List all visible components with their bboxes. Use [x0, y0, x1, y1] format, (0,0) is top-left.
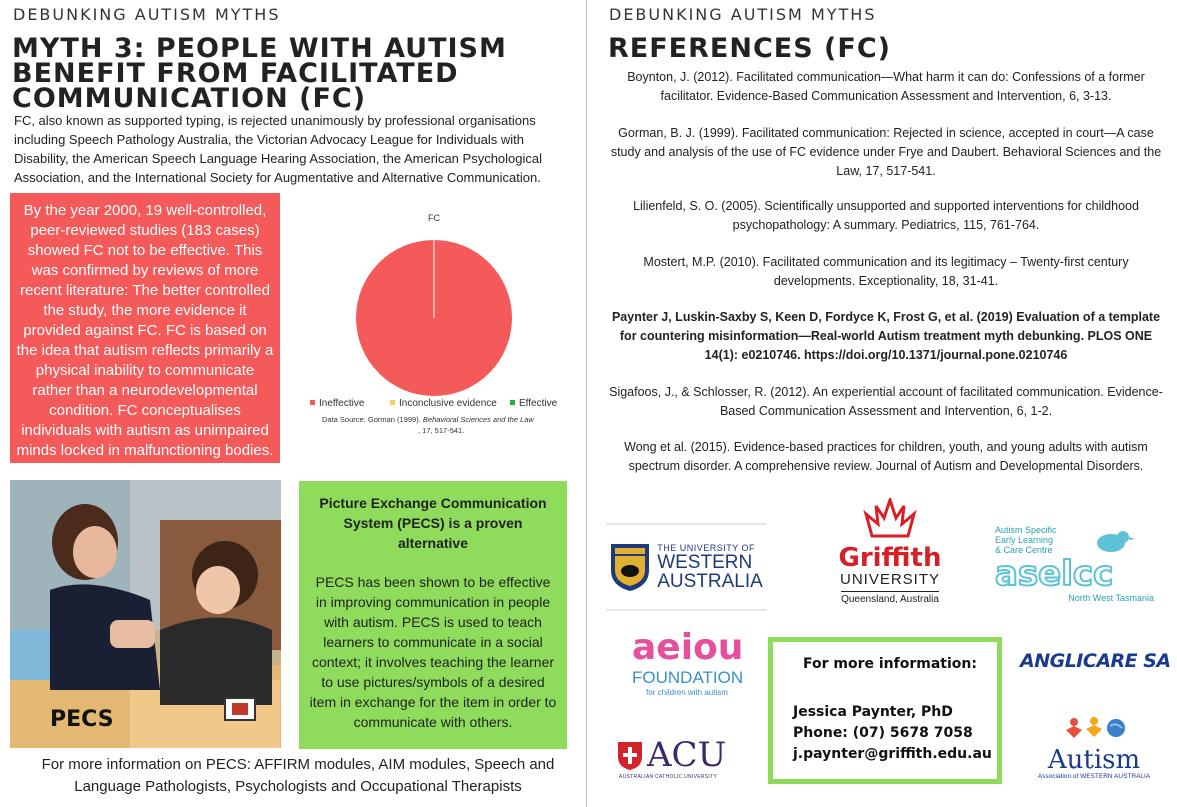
left-kicker: DEBUNKING AUTISM MYTHS	[13, 5, 281, 24]
aselcc-place: North West Tasmania	[1068, 593, 1154, 603]
myth-title-line-3: COMMUNICATION (FC)	[12, 83, 367, 114]
griffith-flame-icon	[860, 498, 920, 540]
myth-title-line-2: BENEFIT FROM FACILITATED	[12, 58, 459, 89]
acu-name: ACU	[647, 735, 727, 775]
fc-evidence-text: By the year 2000, 19 well-controlled, peer-reviewed studies (183 cases) showed FC not to be effective. This was confirmed by reviews of more recent literature: The better controlled the study, the more evidence it provided against FC. FC is based on the idea that autism reflects primarily a physical inability to communicate rather than a neurodevelopmental condition. FC conceptualises individuals with autism as unimpaired minds locked in malfunctioning bodies.	[16, 202, 274, 459]
contact-name: Jessica Paynter, PhD	[793, 704, 953, 720]
legend-swatch-effective	[510, 400, 515, 405]
aeiou-foundation: FOUNDATION	[632, 668, 744, 687]
page-divider	[586, 0, 587, 807]
contact-heading: For more information:	[803, 656, 977, 672]
contact-box	[768, 637, 1002, 784]
acu-logo	[617, 737, 752, 782]
pecs-photo	[10, 480, 281, 748]
contact-phone: Phone: (07) 5678 7058	[793, 725, 973, 741]
uwa-line-3: AUSTRALIA	[657, 570, 763, 592]
legend-label-ineffective: Ineffective	[319, 398, 365, 409]
acu-shield-icon	[617, 741, 643, 771]
pie-svg	[300, 200, 570, 465]
pecs-box-heading: Picture Exchange Communication System (PECS) is a proven alternative	[319, 495, 547, 551]
autism-wa-logo	[1020, 716, 1168, 782]
aeiou-foundation-logo	[632, 628, 742, 708]
reference-3: Lilienfeld, S. O. (2005). Scientifically unsupported and supported interventions for childhood psychopathology: A summary. Pediatrics, 115, 761-764.	[633, 199, 1139, 232]
aeiou-tagline: for children with autism	[646, 688, 728, 697]
uwa-line-1: THE UNIVERSITY OF	[657, 542, 756, 553]
contact-email[interactable]: j.paynter@griffith.edu.au	[793, 746, 992, 762]
reference-1: Boynton, J. (2012). Facilitated communication—What harm it can do: Confessions of a former facilitator. Evidence-Based Communication Assessment and Intervention, 6, 3-13.	[627, 70, 1145, 103]
pecs-more-info: For more information on PECS: AFFIRM modules, AIM modules, Speech and Language Pathologists, Psychologists and Occupational Therapists	[41, 756, 555, 795]
aselcc-name: aselcc	[995, 554, 1114, 594]
aselcc-tag-3: & Care Centre	[995, 545, 1053, 555]
legend-label-inconclusive-evidence: Inconclusive evidence	[399, 398, 497, 409]
aselcc-tag-1: Autism Specific	[995, 525, 1057, 535]
aeiou-name: aeiou	[632, 627, 744, 668]
references-title: REFERENCES (FC)	[608, 33, 891, 64]
chart-legend	[310, 398, 558, 409]
fc-evidence-box	[10, 193, 280, 463]
anglicare-logo: ANGLICARE SA	[1020, 650, 1171, 672]
reference-6: Sigafoos, J., & Schlosser, R. (2012). An experiential account of facilitated communication. Evidence-Based Communication Assessment and Intervention, 6, 1-2.	[609, 385, 1163, 418]
autism-wa-name: Autism	[1047, 745, 1141, 775]
reference-7: Wong et al. (2015). Evidence-based practices for children, youth, and young adults with autism spectrum disorder. A comprehensive review. Journal of Autism and Developmental Disorders.	[624, 440, 1148, 473]
uwa-logo	[606, 523, 766, 611]
chart-source-line-1: Data Source: Gorman (1999). Behavioral Sciences and the Law	[322, 415, 534, 424]
myth-title-line-1: MYTH 3: PEOPLE WITH AUTISM	[12, 33, 507, 64]
autism-wa-figures-icon	[1054, 716, 1134, 742]
pecs-alternative-box	[299, 481, 567, 749]
aselcc-logo	[995, 525, 1160, 610]
acu-full-name: AUSTRALIAN CATHOLIC UNIVERSITY	[619, 774, 718, 780]
legend-label-effective: Effective	[519, 398, 558, 409]
griffith-name: Griffith	[838, 543, 942, 573]
pecs-photo-caption: PECS	[50, 707, 114, 732]
chart-source-line-2: , 17, 517-541.	[418, 426, 465, 435]
griffith-place: Queensland, Australia	[841, 591, 939, 605]
uwa-line-2: WESTERN	[657, 551, 753, 573]
fc-pie-chart	[300, 200, 570, 465]
griffith-logo	[830, 498, 950, 608]
chart-title: FC	[428, 213, 440, 223]
reference-2: Gorman, B. J. (1999). Facilitated communication: Rejected in science, accepted in court—A case study and analysis of the use of FC evidence under Frye and Daubert. Behavioral Sciences and the Law, 17, 517-541.	[610, 126, 1162, 178]
myth-title	[12, 33, 507, 114]
pie-slices	[356, 240, 512, 396]
intro-paragraph: FC, also known as supported typing, is rejected unanimously by professional organisations including Speech Pathology Australia, the Victorian Advocacy League for Individuals with Disability, the American Speech Language Hearing Association, the American Psychological Association, and the International Society for Augmentative and Alternative Communication.	[14, 113, 543, 185]
right-kicker: DEBUNKING AUTISM MYTHS	[609, 5, 877, 24]
aselcc-bird-icon	[1085, 527, 1135, 557]
uwa-crest-icon	[609, 542, 651, 592]
reference-5: Paynter J, Luskin-Saxby S, Keen D, Fordyce K, Frost G, et al. (2019) Evaluation of a template for countering misinformation—Real-world Autism treatment myth debunking. PLOS ONE 14(1): e0210746. https://doi.org/10.1371/journal.pone.0210746	[611, 310, 1161, 362]
griffith-university: UNIVERSITY	[839, 571, 940, 588]
reference-4: Mostert, M.P. (2010). Facilitated communication and its legitimacy – Twenty-first century developments. Exceptionality, 18, 31-41.	[643, 255, 1129, 288]
aselcc-tag-2: Early Learning	[995, 535, 1054, 545]
autism-wa-sub: Association of WESTERN AUSTRALIA	[1037, 773, 1151, 780]
legend-swatch-ineffective	[310, 400, 315, 405]
pecs-box-body: PECS has been shown to be effective in improving communication in people with autism. PECS is used to teach learners to communicate in a social context; it involves teaching the learner to use pictures/symbols of a desired item in exchange for the item in order to communicate with others.	[309, 574, 557, 730]
legend-swatch-inconclusive-evidence	[390, 400, 395, 405]
